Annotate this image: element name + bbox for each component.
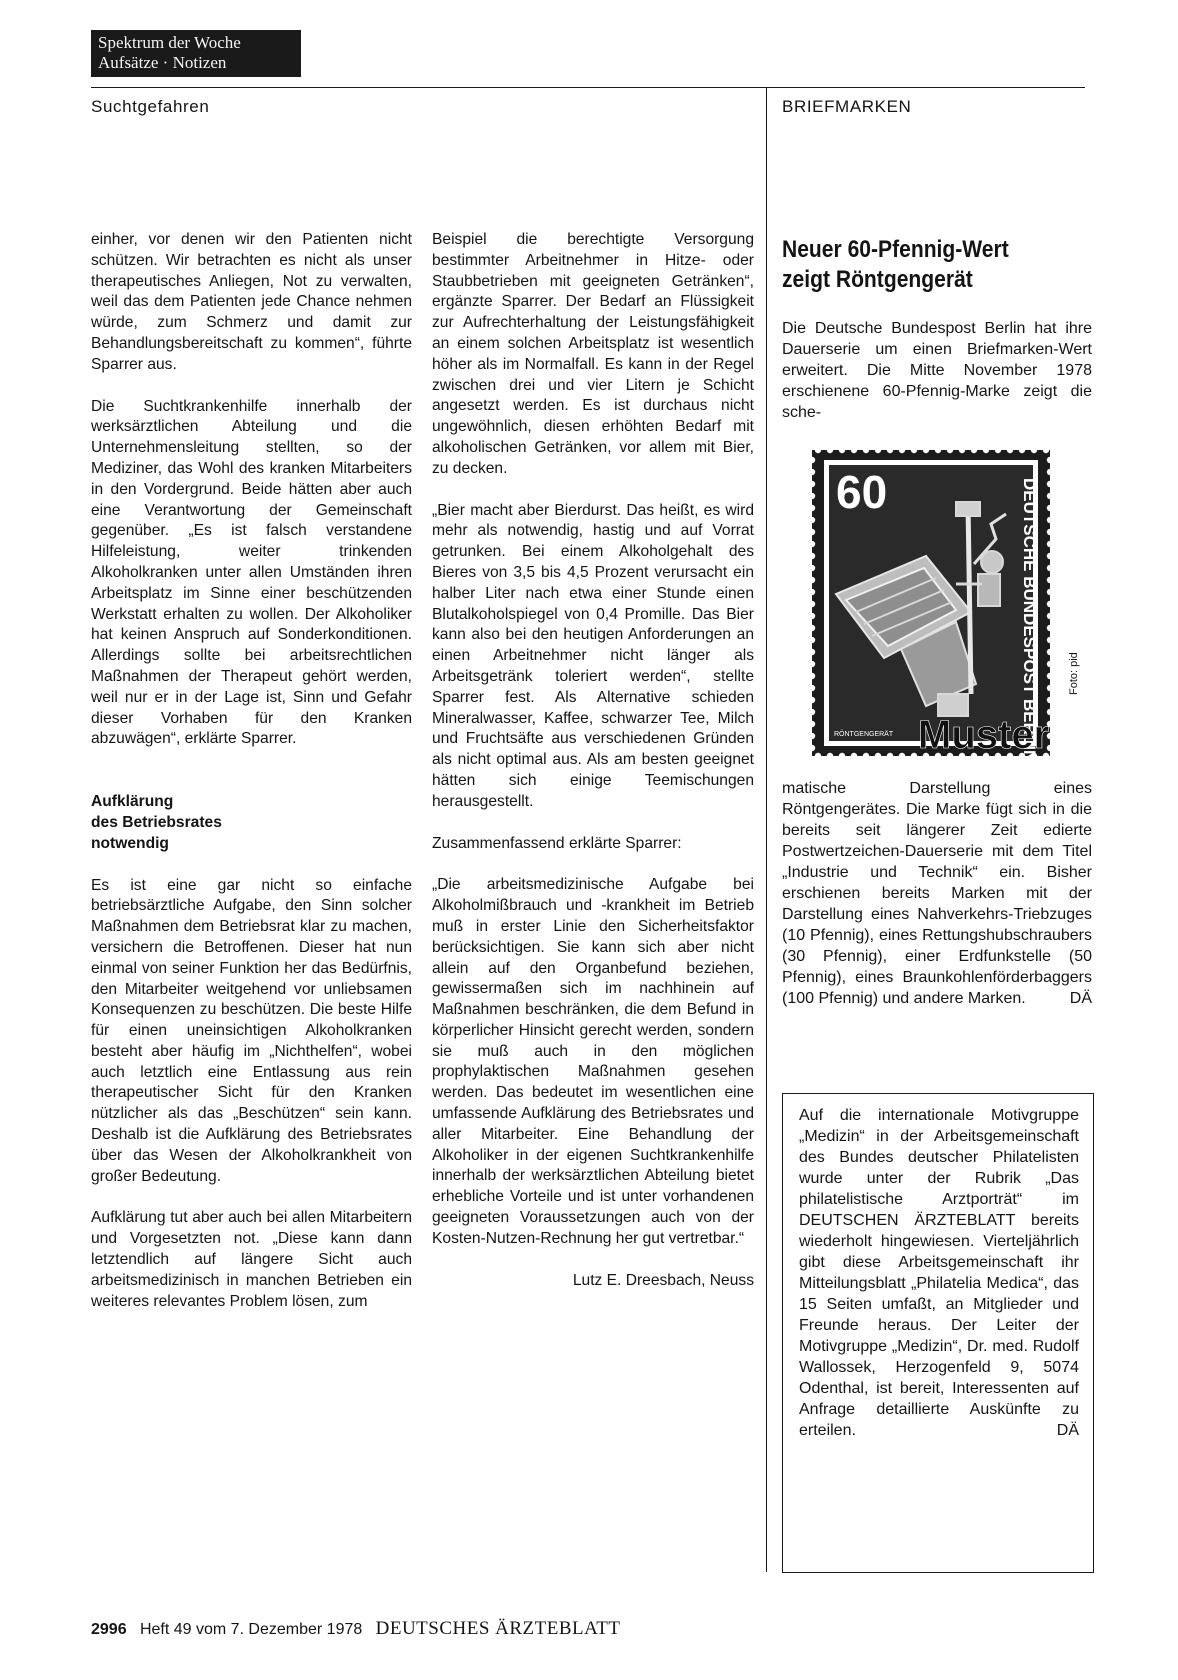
perforation-hole — [827, 753, 833, 759]
perforation-hole — [851, 447, 857, 453]
perforation-hole — [1047, 625, 1053, 631]
perforation-hole — [809, 733, 815, 739]
perforation-hole — [1047, 529, 1053, 535]
perforation-hole — [1047, 589, 1053, 595]
paragraph: „Bier macht aber Bierdurst. Das heißt, es wird mehr als notwendig, hastig und auf Vorrat getrunken. Bei einem Alkoholgehalt des Bieres von 3,5 bis 4,5 Prozent verursacht ein halber Liter nach etwa einer Stunde einen Blutalkoholspiegel von 0,4 Promille. Das Bier kann also bei den heutigen Anforderungen an einen Arbeitnehmer nicht länger als Arbeitsgetränk toleriert werden“, stellte Sparrer fest. Als Alternative schieden Mineralwasser, Kaffee, schwarzer Tee, Milch und Fruchtsäfte aus verschiedenen Gründen als nicht optimal aus. Als am besten geeignet hätten sich einige Teemischungen herausgestellt. — [432, 501, 754, 810]
paragraph: „Die arbeitsmedizinische Aufgabe bei Alkoholmißbrauch und -krankheit im Betrieb muß in erster Linie den Sicherheitsfaktor berücksichtigen. Sie kann sich aber nicht allein auf den Organbefund beziehen, gewissermaßen sich im nachhinein auf Maßnahmen beschränken, die dem Befund in körperlicher Hinsicht gerecht werden, sondern sie muß auch in den möglichen prophylaktischen Maßnahmen gesehen werden. Das bedeutet im wesentlichen eine umfassende Aufklärung des Betriebsrates und aller Mitarbeiter. Eine Behandlung der Alkoholiker in der eigenen Suchtkrankenhilfe innerhalb der werksärztlichen Abteilung bietet erhebliche Vorteile und ist unter vorhandenen geeigneten Voraussetzungen auch von der Kosten-Nutzen-Rechnung her gut vertretbar.“ — [432, 876, 754, 1247]
perforation-hole — [809, 481, 815, 487]
perforation-hole — [1047, 601, 1053, 607]
page-footer — [91, 1618, 620, 1640]
perforation-hole — [809, 565, 815, 571]
perforation-hole — [1047, 517, 1053, 523]
perforation-hole — [839, 753, 845, 759]
perforation-hole — [809, 613, 815, 619]
perforation-hole — [809, 721, 815, 727]
stamp-article-body — [782, 778, 1092, 1009]
perforation-hole — [809, 649, 815, 655]
perforation-hole — [1047, 637, 1053, 643]
perforation-hole — [1031, 447, 1037, 453]
perforation-hole — [809, 637, 815, 643]
subheading-line: notwendig — [91, 834, 169, 852]
perforation-hole — [1047, 697, 1053, 703]
perforation-hole — [863, 447, 869, 453]
perforation-hole — [875, 447, 881, 453]
perforation-hole — [875, 753, 881, 759]
perforation-hole — [1047, 577, 1053, 583]
article-title-line: Neuer 60-Pfennig-Wert — [782, 236, 1009, 263]
perforation-hole — [815, 447, 821, 453]
perforation-hole — [1047, 613, 1053, 619]
perforation-hole — [1047, 565, 1053, 571]
perforation-hole — [911, 447, 917, 453]
perforation-hole — [887, 447, 893, 453]
perforation-hole — [809, 457, 815, 463]
stamp-article-intro — [782, 318, 1092, 423]
author-signature: Lutz E. Dreesbach, Neuss — [572, 1271, 754, 1289]
paragraph: Die Deutsche Bundespost Berlin hat ihre Dauerserie um einen Briefmarken-Wert erweitert. Die Mitte November 1978 erschienene 60-Pfennig-Marke zeigt die sche- — [782, 320, 1092, 421]
perforation-hole — [899, 447, 905, 453]
perforation-hole — [809, 529, 815, 535]
info-box-text: Auf die internationale Motivgruppe „Medizin“ in der Arbeitsgemeinschaft des Bundes deutscher Philatelisten wurde unter der Rubrik „Das philatelistische Arztporträt“ im DEUTSCHEN ÄRZTEBLATT bereits wiederholt hingewiesen. Vierteljährlich gibt diese Arbeitsgemeinschaft ihr Mitteilungsblatt „Philatelia Medica“, das 15 Seiten umfaßt, an Mitglieder und Freunde heraus. Der Leiter der Motivgruppe „Medizin“, Dr. med. Rudolf Wallossek, Herzogenfeld 9, 5074 Odenthal, ist bereit, Interessenten auf Anfrage detaillierte Auskünfte zu erteilen. — [799, 1107, 1079, 1439]
perforation-hole — [1043, 447, 1049, 453]
kicker-briefmarken: BRIEFMARKEN — [782, 97, 912, 116]
paragraph: einher, vor denen wir den Patienten nicht schützen. Wir betrachten es nicht als unser therapeutisches Anliegen, Not zu verwalten, weil das dem Patienten jede Chance nehmen würde, zum Schmerz und damit zur Behandlungsbereitschaft zu kommen“, führte Sparrer aus. — [91, 231, 412, 373]
subheading-line: Aufklärung — [91, 793, 174, 811]
perforation-hole — [1019, 447, 1025, 453]
perforation-hole — [809, 697, 815, 703]
stamp-value: 60 — [836, 466, 888, 518]
perforation-hole — [887, 753, 893, 759]
section-header-line2: Aufsätze · Notizen — [98, 53, 227, 72]
perforation-hole — [1047, 553, 1053, 559]
perforation-hole — [1047, 481, 1053, 487]
article-column-1 — [91, 230, 412, 1312]
stamp-overprint: Muster — [918, 713, 1050, 757]
paragraph: Zusammenfassend erklärte Sparrer: — [432, 834, 682, 852]
paragraph: Aufklärung tut aber auch bei allen Mitarbeitern und Vorgesetzten not. „Diese kann dann letztendlich auf längere Sicht auch arbeitsmedizinisch in manchen Betrieben ein weiteres relevantes Problem lösen, zum — [91, 1209, 412, 1310]
stamp-country-text: DEUTSCHE BUNDESPOST BERLIN — [1020, 478, 1039, 762]
header-rule — [91, 87, 1085, 88]
perforation-hole — [809, 469, 815, 475]
article-column-2 — [432, 230, 754, 1291]
perforation-hole — [851, 753, 857, 759]
perforation-hole — [1047, 541, 1053, 547]
perforation-hole — [899, 753, 905, 759]
perforation-hole — [809, 685, 815, 691]
kicker-suchtgefahren: Suchtgefahren — [91, 97, 210, 116]
perforation-hole — [1047, 661, 1053, 667]
perforation-hole — [1047, 457, 1053, 463]
section-header-line1: Spektrum der Woche — [98, 33, 241, 52]
perforation-hole — [995, 447, 1001, 453]
stamp-image — [806, 444, 1056, 762]
perforation-hole — [983, 447, 989, 453]
perforation-hole — [1047, 469, 1053, 475]
perforation-hole — [935, 447, 941, 453]
perforation-hole — [827, 447, 833, 453]
perforation-hole — [911, 753, 917, 759]
info-box — [782, 1093, 1094, 1573]
photo-credit: Foto: pid — [1068, 652, 1080, 695]
paragraph: Es ist eine gar nicht so einfache betriebsärztliche Aufgabe, den Sinn solcher Maßnahmen dem Betriebsrat klar zu machen, versichern die Betroffenen. Dieser hat nun einmal von seiner Funktion her das Bedürfnis, den Mitarbeiter weitgehend vor unliebsamen Konsequenzen zu beschützen. Die beste Hilfe für einen uneinsichtigen Alkoholkranken besteht aber häufig im „Nichthelfen“, wobei auch letztlich eine Entlassung aus rein therapeutischer Sicht für den Kranken nützlicher als das „Beschützen“ sein kann. Deshalb ist die Aufklärung des Betriebsrates über das Wesen der Alkoholkrankheit von großer Bedeutung. — [91, 876, 412, 1185]
perforation-hole — [809, 673, 815, 679]
article-title — [782, 235, 1049, 295]
paragraph: Die Suchtkrankenhilfe innerhalb der werksärztlichen Abteilung und die Unternehmensleitung stellten, so der Mediziner, das Wohl des kranken Mitarbeiters in den Vordergrund. Beide hätten aber auch eine Verantwortung der Gemeinschaft gegenüber. „Es ist falsch verstandene Hilfeleistung, weiter trinkenden Alkoholkranken unter allen Umständen ihren Arbeitsplatz im Sinne einer beschützenden Werkstatt erhalten zu wollen. Der Alkoholiker hat keinen Anspruch auf Sonderkonditionen. Allerdings sollte bei arbeitsrechtlichen Maßnahmen der Therapeut gehört werden, weil nur er in der Lage ist, Sinn und Gefahr dieser Vorhaben für den Kranken abzuwägen“, erklärte Sparrer. — [91, 397, 412, 748]
paragraph: Beispiel die berechtigte Versorgung bestimmter Arbeitnehmer in Hitze- oder Staubbetrieben mit geeigneten Getränken“, ergänzte Sparrer. Der Bedarf an Flüssigkeit zur Aufrechterhaltung der Leistungsfähigkeit an einem solchen Arbeitsplatz ist wesentlich höher als im Normalfall. Es kann in der Regel zwischen drei und vier Litern je Schicht angesetzt werden. Es ist durchaus nicht ungewöhnlich, diesen erhöhten Bedarf mit alkoholischen Getränken, vor allem mit Bier, zu decken. — [432, 231, 754, 477]
perforation-hole — [815, 753, 821, 759]
perforation-hole — [809, 589, 815, 595]
perforation-hole — [809, 577, 815, 583]
perforation-hole — [1047, 493, 1053, 499]
section-header-box — [91, 30, 301, 77]
perforation-hole — [971, 447, 977, 453]
perforation-hole — [809, 709, 815, 715]
perforation-hole — [863, 753, 869, 759]
article-title-line: zeigt Röntgengerät — [782, 266, 973, 293]
article-signature: DÄ — [1069, 990, 1092, 1007]
column-divider — [766, 87, 767, 1572]
perforation-hole — [809, 601, 815, 607]
stamp-caption-label: RÖNTGENGERÄT — [834, 731, 894, 738]
perforation-hole — [809, 541, 815, 547]
info-box-signature: DÄ — [1056, 1422, 1079, 1439]
perforation-hole — [959, 447, 965, 453]
perforation-hole — [809, 505, 815, 511]
perforation-hole — [809, 745, 815, 751]
subheading — [91, 792, 412, 854]
perforation-hole — [1007, 447, 1013, 453]
perforation-hole — [809, 661, 815, 667]
issue-info: Heft 49 vom 7. Dezember 1978 — [139, 1621, 363, 1638]
subheading-line: des Betriebsrates — [91, 813, 222, 831]
perforation-hole — [809, 493, 815, 499]
paragraph: matische Darstellung eines Röntgengerätes. Die Marke fügt sich in die bereits seit längerer Zeit edierte Postwertzeichen-Dauerserie mit dem Titel „Industrie und Technik“ ein. Bisher erschienen bereits Marken mit der Darstellung eines Nahverkehrs-Triebzuges (10 Pfennig), eines Rettungshubschraubers (30 Pfennig), einer Erdfunkstelle (50 Pfennig), eines Braunkohlenförderbaggers (100 Pfennig) und andere Marken. — [782, 780, 1092, 1007]
journal-name: DEUTSCHES ÄRZTEBLATT — [375, 1618, 621, 1639]
perforation-hole — [809, 553, 815, 559]
perforation-hole — [809, 625, 815, 631]
perforation-hole — [1047, 673, 1053, 679]
perforation-hole — [923, 447, 929, 453]
perforation-hole — [1047, 685, 1053, 691]
perforation-hole — [839, 447, 845, 453]
perforation-hole — [947, 447, 953, 453]
perforation-hole — [809, 517, 815, 523]
perforation-hole — [1047, 649, 1053, 655]
perforation-hole — [1047, 505, 1053, 511]
page-number: 2996 — [91, 1621, 127, 1638]
